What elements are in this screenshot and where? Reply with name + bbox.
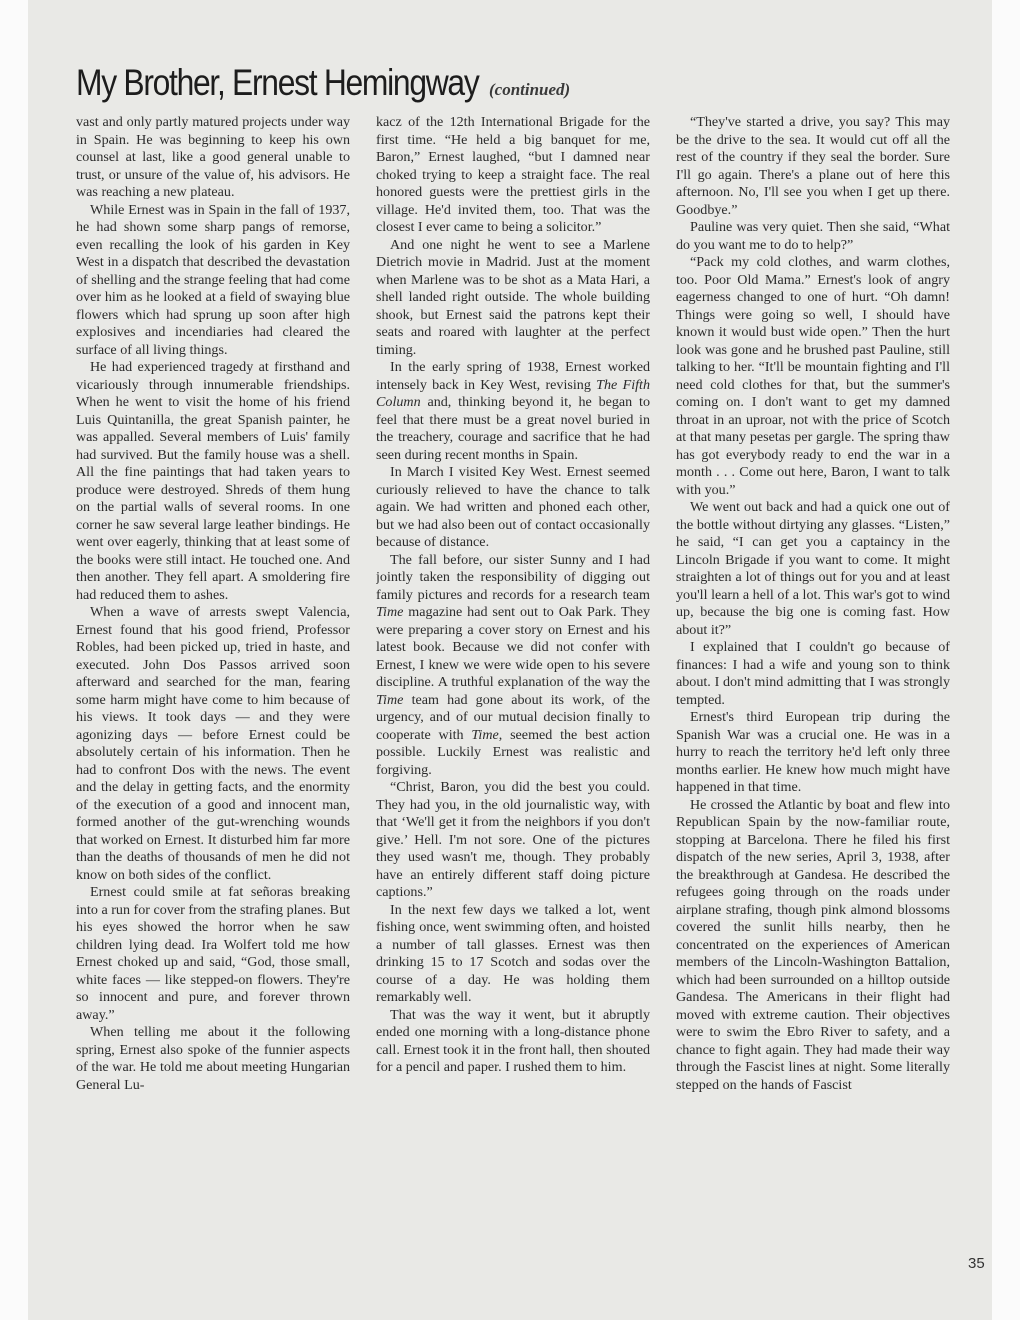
- paragraph: I explained that I couldn't go because of finances: I had a wife and young son to think about. I don't mind admitting that I was strongly tempted.: [676, 639, 950, 708]
- continued-label: (continued): [489, 80, 571, 99]
- paragraph: Pauline was very quiet. Then she said, “What do you want me to do to help?”: [676, 219, 950, 253]
- paragraph: He had experienced tragedy at firsthand and vicariously through innumerable friendships. When he went to visit the home of his friend Luis Quintanilla, the great Spanish painter, he was appalled. Several members of Luis' family had survived. But the family house was a shell. All the fine paintings that had taken years to produce were destroyed. Shreds of them hung on the partial walls of several rooms. In one corner he saw several large leather bindings. He went over eagerly, thinking that at least some of the books were still intact. He touched one. And then another. They fell apart. A smoldering fire had reduced them to ashes.: [76, 359, 350, 603]
- article-body: [76, 114, 950, 1304]
- paragraph: kacz of the 12th International Brigade for the first time. “He held a big banquet for me, Baron,” Ernest laughed, “but I damned near choked trying to keep a straight face. The real honored guests were the prettiest girls in the village. He'd invited them, too. That was the closest I ever came to being a solicitor.”: [376, 114, 650, 235]
- paragraph: He crossed the Atlantic by boat and flew into Republican Spain by the now-familiar route, stopping at Barcelona. There he filed his first dispatch of the new series, April 3, 1938, after the breakthrough at Gandesa. He described the refugees going through on the roads under airplane strafing, though pink almond blossoms covered the sunlit hills nearby, then he concentrated on the experiences of American members of the Lincoln-Washington Battalion, which had been surrounded on a hilltop outside Gandesa. The Americans in their flight had moved with extreme caution. Their objectives were to swim the Ebro River to safety, and a chance to fight again. They had made their way through the Fascist lines at night. Some literally stepped on the hands of Fascist: [676, 796, 950, 1093]
- paragraph: In March I visited Key West. Ernest seemed curiously relieved to have the chance to talk again. We had written and phoned each other, but we had also been out of contact occasionally because of distance.: [376, 464, 650, 550]
- paragraph: Ernest's third European trip during the Spanish War was a crucial one. He was in a hurry to reach the territory he'd left only three months earlier. He knew how much might have happened in that time.: [676, 709, 950, 795]
- paragraph: “They've started a drive, you say? This may be the drive to the sea. It would cut off all the rest of the country if they seal the border. Sure I'll go again. There's a plane out of here this afternoon. No, I'll see you when I get up there. Goodbye.”: [676, 114, 950, 218]
- paragraph: Ernest could smile at fat señoras breaking into a run for cover from the strafing planes. But his eyes showed the horror when he saw children lying dead. Ira Wolfert told me how Ernest choked up and said, “God, those small, white faces — like stepped-on flowers. They're so innocent and pure, and forever thrown away.”: [76, 884, 350, 1023]
- paragraph: And one night he went to see a Marlene Dietrich movie in Madrid. Just at the moment when Marlene was to be shot as a Mata Hari, a shell landed right outside. The whole building shook, but Ernest said the patrons kept their seats and roared with laughter at the perfect timing.: [376, 236, 650, 358]
- paragraph: In the early spring of 1938, Ernest worked intensely back in Key West, revising The Fifth Column and, thinking beyond it, he began to feel that there must be a great novel buried in the treachery, courage and sacrifice that he had seen during recent months in Spain.: [376, 359, 650, 463]
- column-1: [76, 114, 350, 1304]
- paragraph: “Pack my cold clothes, and warm clothes, too. Poor Old Mama.” Ernest's look of angry eagerness changed to one of hurt. “Oh damn! Things were going so well, I should have known it would bust wide open.” Then the hurt look was gone and he brushed past Pauline, still talking to her. “It'll be mountain fighting and I'll need cold clothes for that, but the summer's coming on. I don't want to get my damned throat in an uproar, not with the price of Scotch at that many pesetas per gargle. The spring thaw has got everybody ready to end the war in a month . . . Come out here, Baron, I want to talk with you.”: [676, 254, 950, 498]
- paragraph: The fall before, our sister Sunny and I had jointly taken the responsibility of digging out family pictures and records for a research team Time magazine had sent out to Oak Park. They were preparing a cover story on Ernest and his latest book. Because we did not confer with Ernest, I knew we were wide open to his severe discipline. A truthful explanation of the way the Time team had gone about its work, of the urgency, and of our mutual decision finally to cooperate with Time, seemed the best action possible. Luckily Ernest was realistic and forgiving.: [376, 551, 650, 778]
- paragraph: In the next few days we talked a lot, went fishing once, went swimming often, and hoisted a number of tall glasses. Ernest was then drinking 15 to 17 Scotch and sodas over the course of a day. He was holding them remarkably well.: [376, 901, 650, 1005]
- page-number: 35: [968, 1255, 985, 1272]
- column-2: [376, 114, 650, 1304]
- paragraph: When telling me about it the following spring, Ernest also spoke of the funnier aspects of the war. He told me about meeting Hungarian General Lu-: [76, 1024, 350, 1093]
- column-3: [676, 114, 950, 1304]
- article-title: My Brother, Ernest Hemingway: [76, 62, 479, 103]
- article-headline: [76, 62, 571, 104]
- paragraph: vast and only partly matured projects under way in Spain. He was beginning to keep his own counsel at last, like a good general unable to trust, or unsure of the value of, his advisors. He was reaching a new plateau.: [76, 114, 350, 200]
- paragraph: When a wave of arrests swept Valencia, Ernest found that his good friend, Professor Robles, had been picked up, tried in haste, and executed. John Dos Passos arrived soon afterward and searched for the man, fearing some harm might have come to him because of his views. It took days — and they were agonizing days — before Ernest could be absolutely certain of his information. Then he had to confront Dos with the news. The event and the delay in getting facts, and the enormity of the execution of a good and innocent man, formed another of the gut-wrenching wounds that worked on Ernest. It disturbed him far more than the deaths of thousands of men he did not know on both sides of the conflict.: [76, 604, 350, 883]
- paragraph: We went out back and had a quick one out of the bottle without dirtying any glasses. “Listen,” he said, “I can get you a captaincy in the Lincoln Brigade if you want to come. It might straighten a lot of things out for you and at least you'll learn a hell of a lot. This war's got to wind up, because the big one is coming fast. How about it?”: [676, 499, 950, 638]
- paragraph: That was the way it went, but it abruptly ended one morning with a long-distance phone call. Ernest took it in the front hall, then shouted for a pencil and paper. I rushed them to him.: [376, 1006, 650, 1075]
- paragraph: While Ernest was in Spain in the fall of 1937, he had shown some sharp pangs of remorse, even recalling the look of his garden in Key West in a dispatch that described the devastation of shelling and the strange feeling that had come over him as he looked at a field of swaying blue flowers which had sprung up soon after high explosives and incendiaries had cleared the surface of all living things.: [76, 201, 350, 358]
- paragraph: “Christ, Baron, you did the best you could. They had you, in the old journalistic way, with that ‘We'll get it from the neighbors if you don't give.’ Hell. I'm not sore. One of the pictures they used wasn't me, though. They probably have an entirely different staff doing picture captions.”: [376, 779, 650, 900]
